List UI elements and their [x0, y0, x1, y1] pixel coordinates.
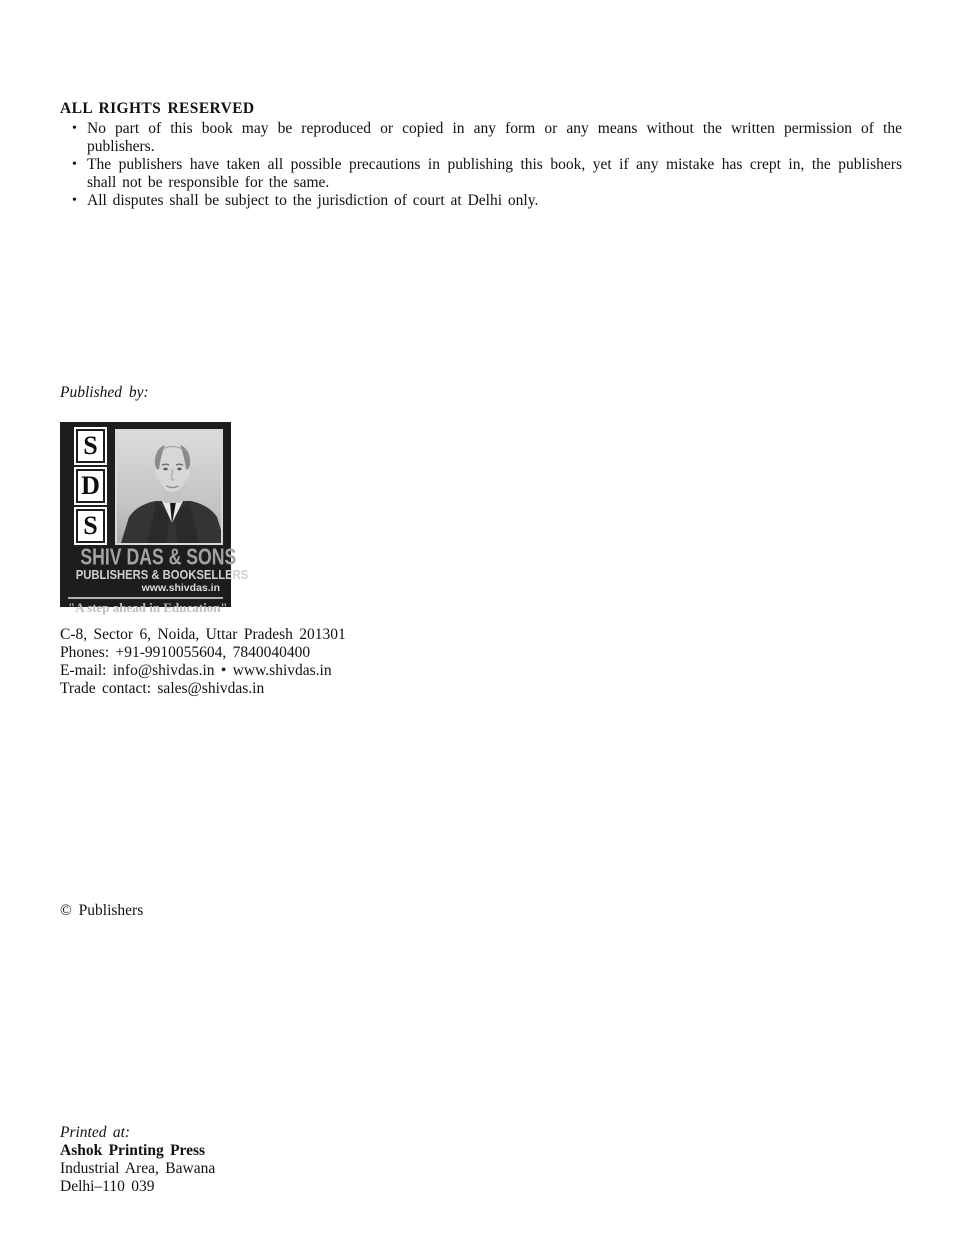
monogram-letter: D — [81, 471, 100, 500]
rights-bullet-3 — [60, 192, 902, 210]
address-email-web: E-mail: info@shivdas.in • www.shivdas.in — [60, 662, 332, 679]
logo-website: www.shivdas.in — [141, 581, 220, 594]
address-trade-contact: Trade contact: sales@shivdas.in — [60, 680, 265, 697]
rights-bullet-2 — [60, 156, 902, 192]
copyright-line: © Publishers — [60, 902, 144, 919]
founder-portrait-photo — [115, 429, 223, 545]
address-phones: Phones: +91-9910055604, 7840040400 — [60, 644, 311, 661]
logo-tagline: "A step ahead in Education" — [68, 597, 223, 616]
printed-at-label: Printed at: — [60, 1124, 131, 1141]
logo-subtitle: PUBLISHERS & BOOKSELLERS — [75, 568, 249, 582]
press-address-line-2: Delhi–110 039 — [60, 1178, 155, 1195]
press-address-line-1: Industrial Area, Bawana — [60, 1160, 216, 1177]
bullet-icon: • — [72, 121, 77, 136]
publisher-address — [60, 626, 346, 698]
monogram-letter: S — [83, 511, 98, 540]
monogram-letter-box — [78, 511, 103, 541]
rights-bullet-1-text: No part of this book may be reproduced or copied in any form or any means without the written permission of the publishers. — [87, 120, 902, 155]
printed-at-section — [60, 1124, 215, 1196]
monogram-letter: S — [83, 431, 98, 460]
bullet-icon: • — [72, 157, 77, 172]
logo-company-name: SHIV DAS & SONS — [80, 545, 237, 570]
rights-heading: ALL RIGHTS RESERVED — [60, 100, 255, 117]
rights-bullet-3-text: All disputes shall be subject to the jurisdiction of court at Delhi only. — [87, 192, 539, 209]
logo-top-row — [68, 429, 223, 543]
monogram-letter-box — [78, 431, 103, 461]
rights-reserved-section — [60, 100, 902, 210]
publisher-logo — [60, 422, 249, 616]
rights-bullet-1 — [60, 120, 902, 156]
address-line-1: C-8, Sector 6, Noida, Uttar Pradesh 201301 — [60, 626, 346, 643]
monogram-letter-box — [78, 471, 103, 501]
published-by-label: Published by: — [60, 384, 149, 401]
bullet-icon: • — [72, 193, 77, 208]
sds-monogram — [75, 431, 104, 541]
rights-bullet-2-text: The publishers have taken all possible precautions in publishing this book, yet if any mistake has crept in, the publishers shall not be responsible for the same. — [87, 156, 902, 191]
printing-press-name: Ashok Printing Press — [60, 1142, 206, 1159]
